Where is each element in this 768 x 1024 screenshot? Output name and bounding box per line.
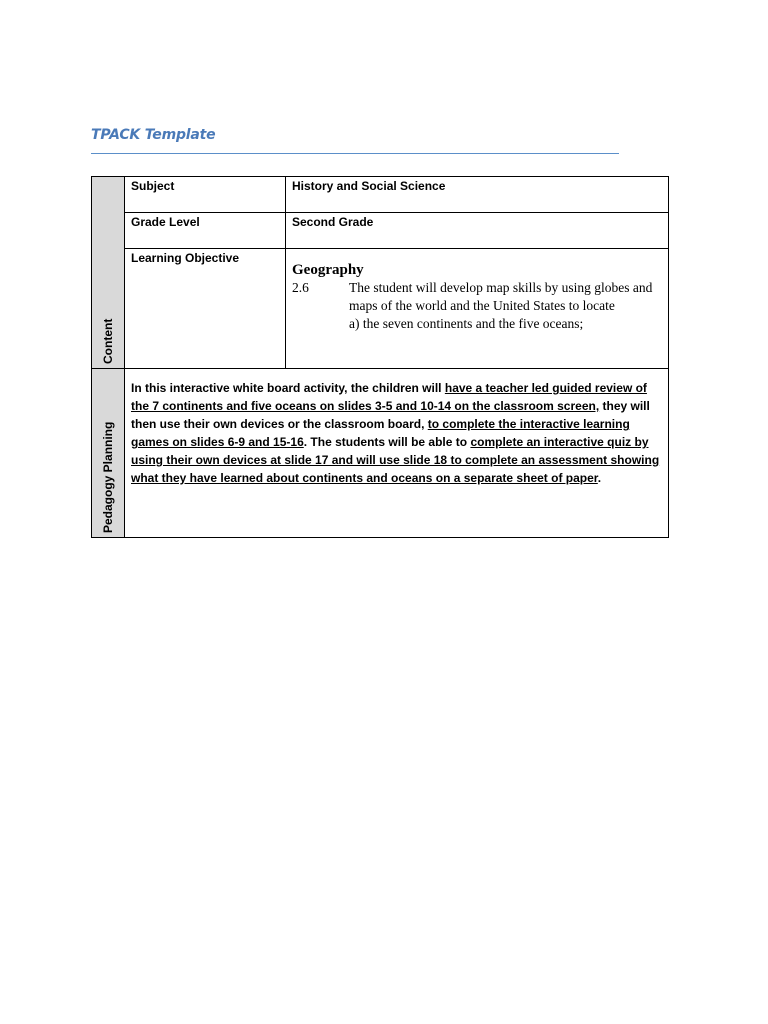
- standard-block: [292, 279, 662, 333]
- grade-level-label: Grade Level: [125, 213, 286, 249]
- pedagogy-side-header: [92, 369, 125, 538]
- grade-level-value: Second Grade: [286, 213, 669, 249]
- subject-label: Subject: [125, 177, 286, 213]
- standard-sub-item: a) the seven continents and the five oceans;: [349, 316, 584, 331]
- standard-text: The student will develop map skills by using globes and maps of the world and the United States to locate: [349, 280, 653, 313]
- title-underline: [91, 153, 619, 154]
- pedagogy-underlined-3: complete an interactive quiz by using their own devices at slide 17 and will use slide 18 to complete an assessment showing what they have learned about continents and oceans on a separate sheet of paper: [131, 435, 660, 485]
- content-side-header: [92, 177, 125, 369]
- table-row-grade: [92, 213, 669, 249]
- table-row-subject: [92, 177, 669, 213]
- pedagogy-planning-text: [125, 369, 669, 538]
- pedagogy-text-4: .: [597, 471, 602, 485]
- table-row-pedagogy: [92, 369, 669, 538]
- learning-objective-label: Learning Objective: [125, 249, 286, 369]
- pedagogy-underlined-1: have a teacher led guided review of the 7 continents and five oceans on slides 3-5 and 10-14 on the classroom screen,: [131, 381, 647, 413]
- content-side-label: Content: [101, 318, 115, 364]
- pedagogy-side-label: Pedagogy Planning: [101, 421, 115, 533]
- subject-value: History and Social Science: [286, 177, 669, 213]
- standard-number: 2.6: [292, 280, 309, 295]
- tpack-table: [91, 176, 669, 538]
- document-title: TPACK Template: [91, 127, 216, 143]
- pedagogy-text-1: In this interactive white board activity, the children will: [131, 381, 445, 395]
- pedagogy-text-3: . The students will be able to: [303, 435, 471, 449]
- pedagogy-underlined-2: to complete the interactive learning games on slides 6-9 and 15-16: [131, 417, 630, 449]
- pedagogy-text-2: they will then use their own devices or the classroom board,: [131, 399, 650, 431]
- geography-heading: Geography: [292, 262, 364, 278]
- table-row-objective: [92, 249, 669, 369]
- learning-objective-value: [286, 249, 669, 369]
